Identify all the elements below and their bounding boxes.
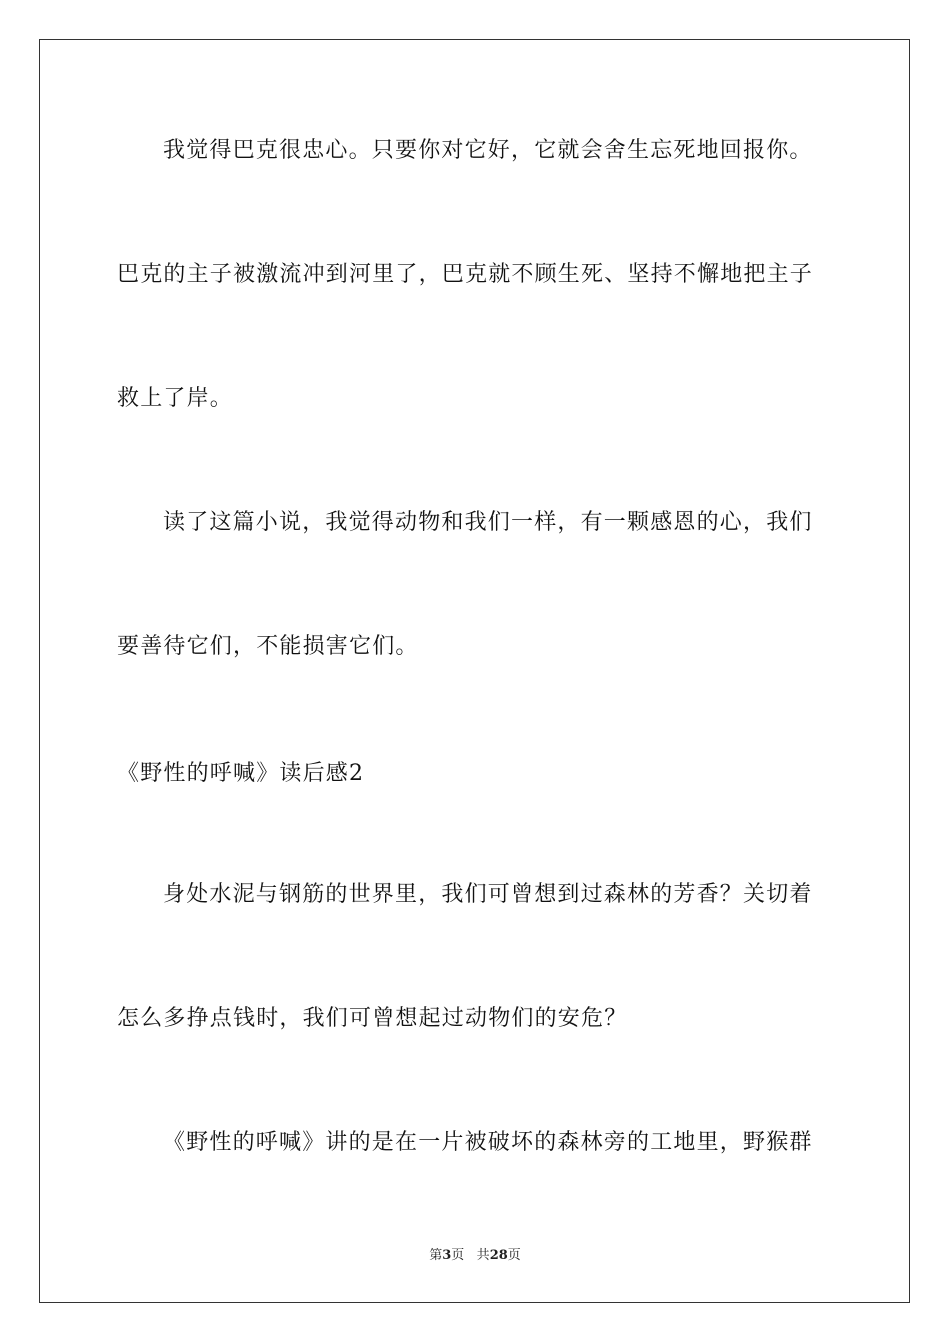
footer-total-prefix: 共 [476, 1248, 490, 1263]
paragraph-line-8: 《野性的呼喊》讲的是在一片被破坏的森林旁的工地里，野猴群 [163, 1130, 813, 1155]
paragraph-line-7: 怎么多挣点钱时，我们可曾想起过动物们的安危？ [117, 1006, 628, 1031]
paragraph-line-4: 读了这篇小说，我觉得动物和我们一样，有一颗感恩的心，我们 [163, 510, 813, 535]
footer-page-prefix: 第 [429, 1248, 443, 1263]
paragraph-line-1: 我觉得巴克很忠心。只要你对它好，它就会舍生忘死地回报你。 [163, 138, 813, 163]
paragraph-line-5: 要善待它们，不能损害它们。 [117, 634, 419, 659]
footer-total-pages: 28 [489, 1248, 508, 1263]
footer-total-suffix: 页 [507, 1248, 521, 1263]
paragraph-line-3: 救上了岸。 [117, 386, 234, 411]
paragraph-line-2: 巴克的主子被激流冲到河里了，巴克就不顾生死、坚持不懈地把主子 [117, 262, 814, 287]
footer-page-number: 3 [442, 1248, 452, 1263]
paragraph-line-6: 身处水泥与钢筋的世界里，我们可曾想到过森林的芳香？关切着 [163, 882, 813, 907]
page-footer [0, 1247, 950, 1265]
footer-page-suffix: 页 [451, 1248, 465, 1263]
section-heading: 《野性的呼喊》读后感2 [117, 761, 365, 786]
page-border [39, 39, 910, 1303]
